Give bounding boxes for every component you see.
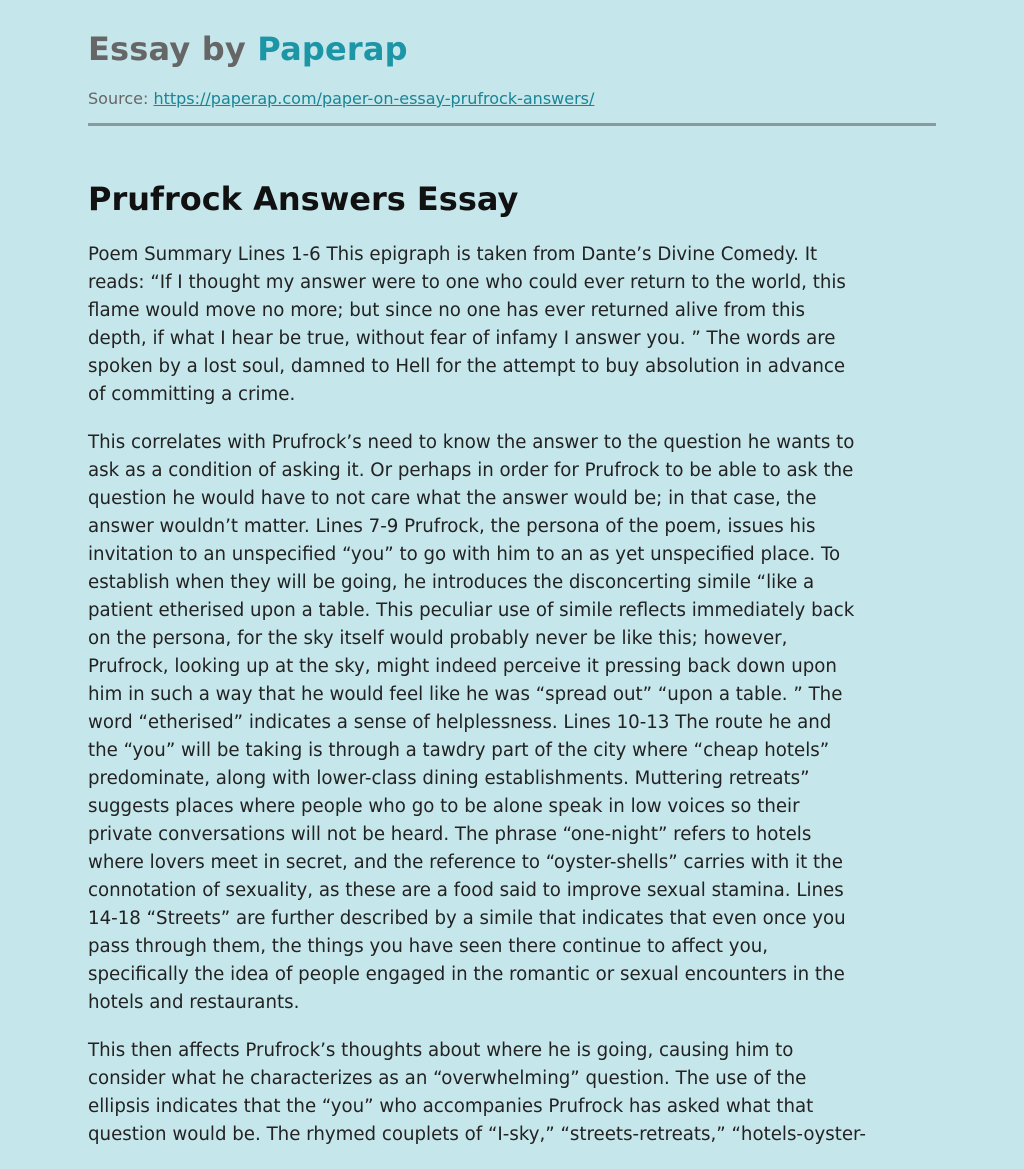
paragraph-line: where lovers meet in secret, and the reference to “oyster-shells” carries with it the [88, 852, 843, 873]
paragraph-line: invitation to an unspecified “you” to go with him to an as yet unspecified place. To [88, 544, 841, 565]
paragraph-line: consider what he characterizes as an “overwhelming” question. The use of the [88, 1068, 807, 1089]
header-divider [88, 123, 936, 126]
site-brand[interactable] [88, 30, 408, 68]
essay-body [88, 241, 948, 1169]
brand-name: Paperap [257, 30, 408, 68]
essay-paragraph-2 [88, 429, 948, 1017]
paragraph-line: him in such a way that he would feel like he was “spread out” “upon a table. ” The [88, 684, 843, 705]
essay-paragraph-1 [88, 241, 948, 409]
paragraph-line: answer wouldn’t matter. Lines 7-9 Prufrock, the persona of the poem, issues his [88, 516, 816, 537]
paragraph-line: 14-18 “Streets” are further described by a simile that indicates that even once you [88, 908, 846, 929]
paragraph-line: depth, if what I hear be true, without fear of infamy I answer you. ” The words are [88, 328, 836, 349]
paragraph-line: ask as a condition of asking it. Or perhaps in order for Prufrock to be able to ask the [88, 460, 854, 481]
paragraph-line: ellipsis indicates that the “you” who accompanies Prufrock has asked what that [88, 1096, 814, 1117]
brand-prefix: Essay by [88, 30, 246, 68]
paragraph-line: of committing a crime. [88, 384, 296, 405]
source-link[interactable]: https://paperap.com/paper-on-essay-prufrock-answers/ [153, 89, 595, 108]
source-label: Source: [88, 89, 149, 108]
paragraph-line: private conversations will not be heard. The phrase “one-night” refers to hotels [88, 824, 812, 845]
paragraph-line: predominate, along with lower-class dining establishments. Muttering retreats” [88, 768, 810, 789]
paragraph-line: question he would have to not care what the answer would be; in that case, the [88, 488, 817, 509]
paragraph-line: Poem Summary Lines 1-6 This epigraph is taken from Dante’s Divine Comedy. It [88, 244, 818, 265]
paragraph-line: This correlates with Prufrock’s need to know the answer to the question he wants to [88, 432, 855, 453]
source-line [88, 89, 594, 108]
paragraph-line: connotation of sexuality, as these are a food said to improve sexual stamina. Lines [88, 880, 844, 901]
paragraph-line: patient etherised upon a table. This peculiar use of simile reflects immediately back [88, 600, 855, 621]
essay-paragraph-3 [88, 1037, 948, 1149]
paragraph-line: spoken by a lost soul, damned to Hell for the attempt to buy absolution in advance [88, 356, 846, 377]
paragraph-line: on the persona, for the sky itself would probably never be like this; however, [88, 628, 788, 649]
paragraph-line: This then affects Prufrock’s thoughts about where he is going, causing him to [88, 1040, 794, 1061]
paragraph-line: word “etherised” indicates a sense of helplessness. Lines 10-13 The route he and [88, 712, 832, 733]
essay-title: Prufrock Answers Essay [88, 180, 519, 218]
paragraph-line: establish when they will be going, he introduces the disconcerting simile “like a [88, 572, 815, 593]
paragraph-line: hotels and restaurants. [88, 992, 300, 1013]
paragraph-line: suggests places where people who go to be alone speak in low voices so their [88, 796, 800, 817]
paragraph-line: specifically the idea of people engaged in the romantic or sexual encounters in the [88, 964, 845, 985]
paragraph-line: the “you” will be taking is through a tawdry part of the city where “cheap hotels” [88, 740, 830, 761]
paragraph-line: pass through them, the things you have seen there continue to affect you, [88, 936, 769, 957]
paragraph-line: question would be. The rhymed couplets of “I-sky,” “streets-retreats,” “hotels-oyster- [88, 1124, 866, 1145]
paragraph-line: Prufrock, looking up at the sky, might indeed perceive it pressing back down upon [88, 656, 837, 677]
paragraph-line: flame would move no more; but since no one has ever returned alive from this [88, 300, 806, 321]
paragraph-line: reads: “If I thought my answer were to one who could ever return to the world, this [88, 272, 846, 293]
